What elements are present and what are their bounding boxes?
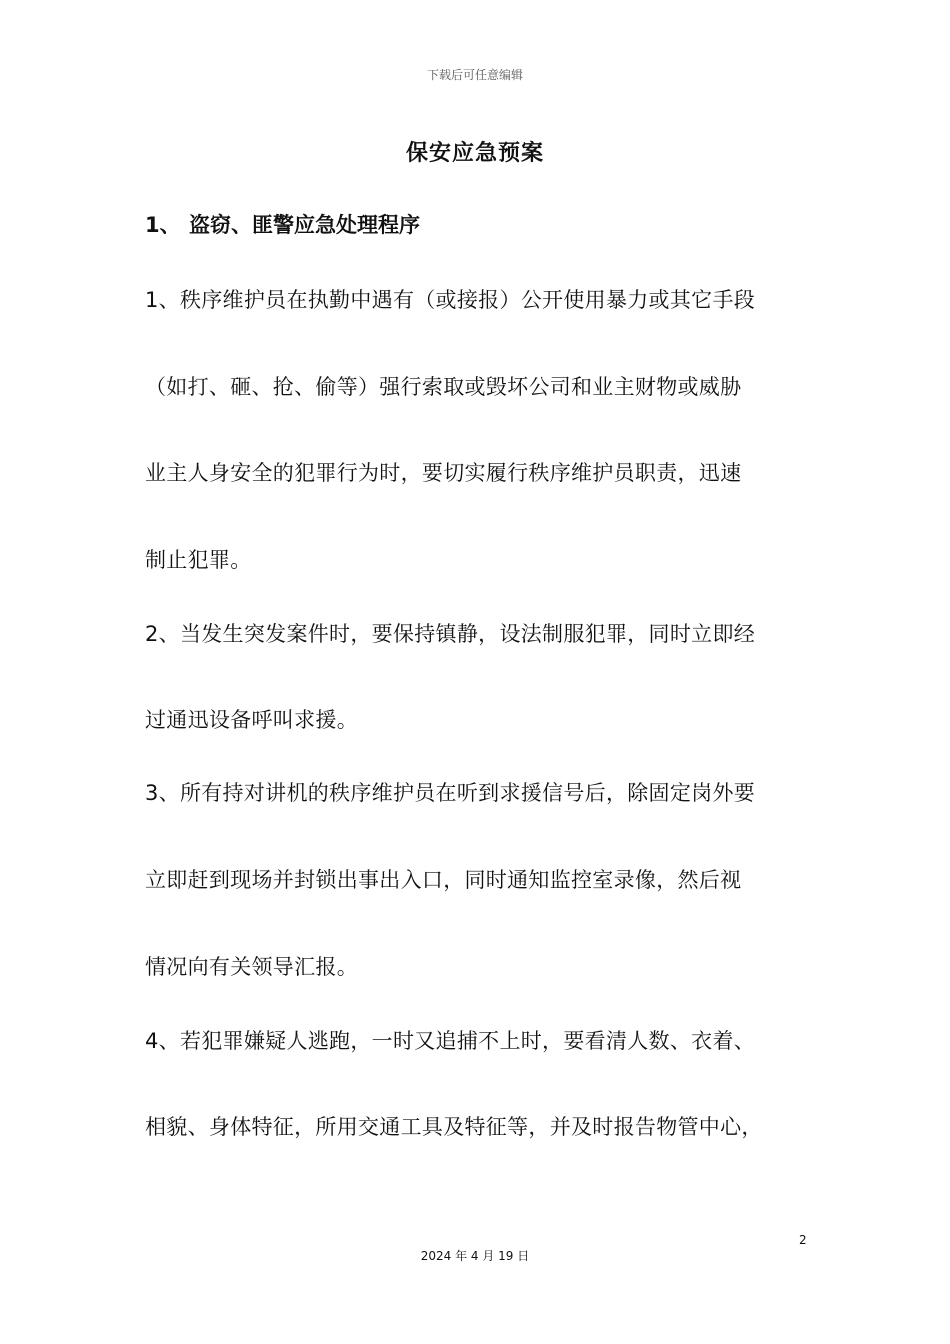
body-line-10: 4、若犯罪嫌疑人逃跑，一时又追捕不上时，要看清人数、衣着、: [145, 1029, 756, 1053]
section-number: 1、: [145, 213, 181, 237]
section-heading: [145, 209, 420, 239]
body-line-2: （如打、砸、抢、偷等）强行索取或毁坏公司和业主财物或威胁: [145, 375, 742, 399]
page-number: 2: [799, 1233, 807, 1247]
document-title: 保安应急预案: [405, 141, 544, 166]
body-line-7: 3、所有持对讲机的秩序维护员在听到求援信号后，除固定岗外要: [145, 781, 756, 805]
body-line-4: 制止犯罪。: [145, 548, 252, 572]
header-note: 下载后可任意编辑: [426, 68, 523, 82]
body-line-3: 业主人身安全的犯罪行为时，要切实履行秩序维护员职责，迅速: [145, 461, 742, 485]
footer-date: 2024 年 4 月 19 日: [420, 1249, 530, 1263]
body-line-9: 情况向有关领导汇报。: [145, 955, 358, 979]
body-line-6: 过通迅设备呼叫求援。: [145, 708, 358, 732]
body-line-8: 立即赶到现场并封锁出事出入口，同时通知监控室录像，然后视: [145, 868, 742, 892]
body-line-11: 相貌、身体特征，所用交通工具及特征等，并及时报告物管中心，: [145, 1115, 763, 1139]
section-heading-text: 盗窃、匪警应急处理程序: [189, 213, 420, 237]
body-line-5: 2、当发生突发案件时，要保持镇静，设法制服犯罪，同时立即经: [145, 622, 756, 646]
body-line-1: 1、秩序维护员在执勤中遇有（或接报）公开使用暴力或其它手段: [145, 288, 756, 312]
